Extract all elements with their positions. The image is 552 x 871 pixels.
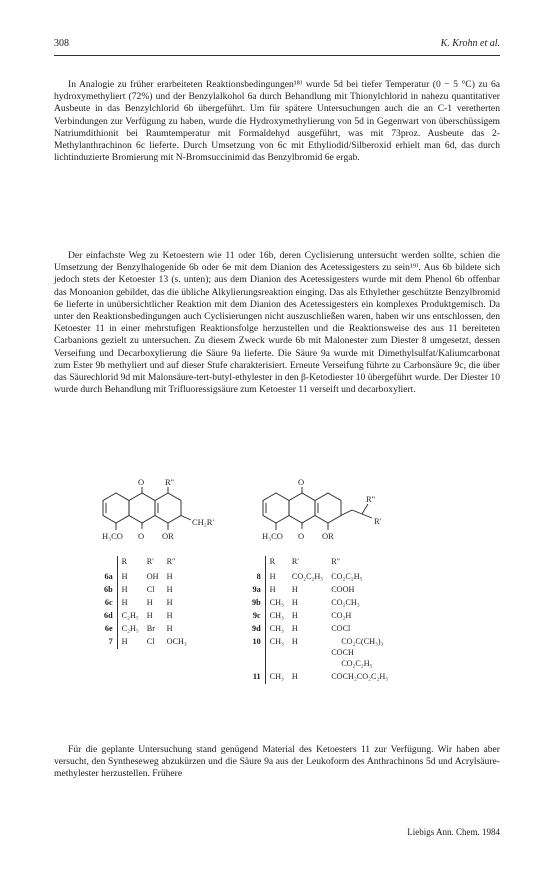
paragraph-3: Für die geplante Untersuchung stand genügend Material des Ketoesters 11 zur Verfügung. Wir haben aber versucht, den Syntheseweg abzukürzen und die Säure 9a aus der Leukoform des Anthrachinons 5d und Acrylsäure-methylester herzustellen. Frühere [54,744,500,780]
table-cell-line: COCH [331,648,354,657]
compound-id: 8 [248,571,265,584]
left-ch2r: CH₂R' [192,517,214,527]
table-row [248,571,392,584]
table-cell [327,636,392,671]
table-cell: H [166,585,173,594]
table-cell: C₂H₅ [121,624,139,633]
table-cell: CO₂H [331,611,352,620]
left-top-r: R" [165,478,175,487]
table-header-row [248,556,392,571]
table-cell: H [121,598,128,607]
header-rule [54,55,500,56]
compound-id: 7 [100,636,117,649]
left-h3co: H₃CO [102,531,123,541]
table-cell: CH₃ [269,611,284,620]
paragraph-2: Der einfachste Weg zu Ketoestern wie 11 oder 16b, deren Cyclisierung untersucht werden sollte, schien die Umsetzung der Benzylhalogenide 6b oder 6e mit dem Dianion des Acetessigesters zu sein¹⁹⁾. Aus 6b bildete sich jedoch stets der Ketoester 13 (s. unten); aus dem Dianion des Acetessigesters wurde mit dem Phenol 6b offenbar das Monoanion gebildet, das die übliche Alkylierungsreaktion einging. Das als Ethylether geschützte Benzylbromid 6e lieferte in unübersichtlicher Reaktion mit dem Dianion des Acetessigesters ein komplexes Produktgemisch. Da unter den Reaktionsbedingungen auch Cyclisierungen nicht auszuschließen waren, haben wir uns entschlossen, den Ketoester 11 in einer mehrstufigen Reaktionsfolge herzustellen und die Reaktionsweise des aus 11 bereiteten Carbanions gezielt zu untersuchen. Zu diesem Zweck wurde 6b mit Malonester zum Diester 8 umgesetzt, dessen Verseifung und Decarboxylierung die Säure 9a lieferte. Die Säure 9a wurde mit Dimethylsulfat/Kaliumcarbonat zum Ester 9b methyliert und auf dieser Stufe charakterisiert. Erneute Verseifung führte zu Carbonsäure 9c, die über das Säurechlorid 9d mit Malonsäure-tert-butyl-ethylester in den β-Ketodiester 10 übergeführt wurde. Der Diester 10 wurde durch Behandlung mit Trifluoressigsäure zum Ketoester 11 verseift und decarboxyliert. [54,250,500,396]
table-header [100,556,117,571]
table-cell: C₂H₅ [121,611,139,620]
paragraph-1: In Analogie zu früher erarbeiteten Reaktionsbedingungen¹⁸⁾ wurde 5d bei tiefer Temperatur (0 − 5 °C) zu 6a hydroxymethyliert (72%) und der Benzylalkohol 6a durch Behandlung mit Thionylchlorid in nahezu quantitativer Ausbeute in das Benzylchlorid 6b übergeführt. Um für spätere Untersuchungen auch die an C-1 veretherten Verbindungen zur Verfügung zu haben, wurde die Hydroxymethylierung von 5d in Gegenwart von überschüssigem Natriumdithionit bei Raumtemperatur mit Formaldehyd ausgeführt, was mit 73proz. Ausbeute das 2-Methylanthrachinon 6c lieferte. Durch Umsetzung von 6c mit Ethyliodid/Silberoxid erhielt man 6d, das durch lichtinduzierte Bromierung mit N-Bromsuccinimid das Benzylbromid 6e ergab. [54,79,500,164]
table-cell: COCH₂CO₂C₂H₅ [331,672,389,681]
compound-id: 6e [100,623,117,636]
table-cell: CH₃ [269,598,284,607]
compound-id: 6b [100,584,117,597]
left-top-o: O [138,478,145,487]
table-row [100,571,191,584]
right-top-o: O [298,478,305,487]
table-cell: H [291,624,298,633]
table-cell: CO₂C₂H₅ [331,572,363,581]
table-row [100,636,191,649]
right-r-single: R' [374,516,382,526]
table-row [100,584,191,597]
table-row [100,597,191,610]
right-r-double: R" [366,494,376,504]
table-cell: OCH₃ [166,637,187,646]
table-row [248,623,392,636]
compound-id: 6c [100,597,117,610]
table-cell: CH₃ [269,637,284,646]
compound-id: 9c [248,610,265,623]
table-header: R [121,557,128,566]
journal-footer: Liebigs Ann. Chem. 1984 [407,827,500,837]
table-row [248,584,392,597]
table-cell: H [121,572,128,581]
table-header-row [100,556,191,571]
left-bot-o: O [138,531,145,541]
table-cell: COCl [331,624,351,633]
table-row [100,610,191,623]
table-cell: H [121,585,128,594]
page-header [54,38,500,52]
compound-id: 9d [248,623,265,636]
table-row [248,636,392,671]
table-cell: H [269,585,276,594]
table-cell: H [291,637,298,646]
table-cell: OH [146,572,159,581]
table-cell: CO₂CH₃ [331,598,360,607]
table-header [248,556,265,571]
table-cell-line: CO₂C₂H₅ [341,659,373,668]
table-cell-line: CO₂C(CH₃)₃ [341,637,384,646]
structure-left [96,478,246,554]
table-row [248,610,392,623]
right-bot-o: O [298,531,305,541]
table-row [248,671,392,684]
substituent-table-right [248,556,392,684]
table-header: R" [331,557,341,566]
table-cell: Br [146,624,155,633]
table-header: R [269,557,276,566]
table-row [100,623,191,636]
table-cell: H [146,611,153,620]
table-cell: COOH [331,585,355,594]
substituent-table-left [100,556,191,649]
compound-id: 6d [100,610,117,623]
table-cell: H [291,611,298,620]
table-cell: H [166,611,173,620]
right-h3co: H₃CO [262,531,283,541]
table-cell: Cl [146,585,155,594]
table-cell: H [166,572,173,581]
table-cell: H [291,585,298,594]
compound-id: 11 [248,671,265,684]
table-header: R' [146,557,154,566]
table-cell: H [121,637,128,646]
compound-id: 6a [100,571,117,584]
table-cell: Cl [146,637,155,646]
table-cell: H [291,598,298,607]
table-cell: H [146,598,153,607]
table-cell: CH₃ [269,624,284,633]
compound-id: 10 [248,636,265,671]
table-cell: CH₃ [269,672,284,681]
compound-id: 9a [248,584,265,597]
table-cell: H [291,672,298,681]
table-row [248,597,392,610]
compound-id: 9b [248,597,265,610]
table-header: R" [166,557,176,566]
table-cell: CO₂C₂H₅ [291,572,324,581]
table-cell: H [269,572,276,581]
page-number: 308 [54,38,69,49]
structure-right [256,478,426,554]
table-header: R' [291,557,299,566]
right-bot-or: OR [322,531,334,541]
left-bot-or: OR [162,531,174,541]
table-cell: H [166,598,173,607]
table-cell: H [166,624,173,633]
running-author: K. Krohn et al. [440,38,500,49]
